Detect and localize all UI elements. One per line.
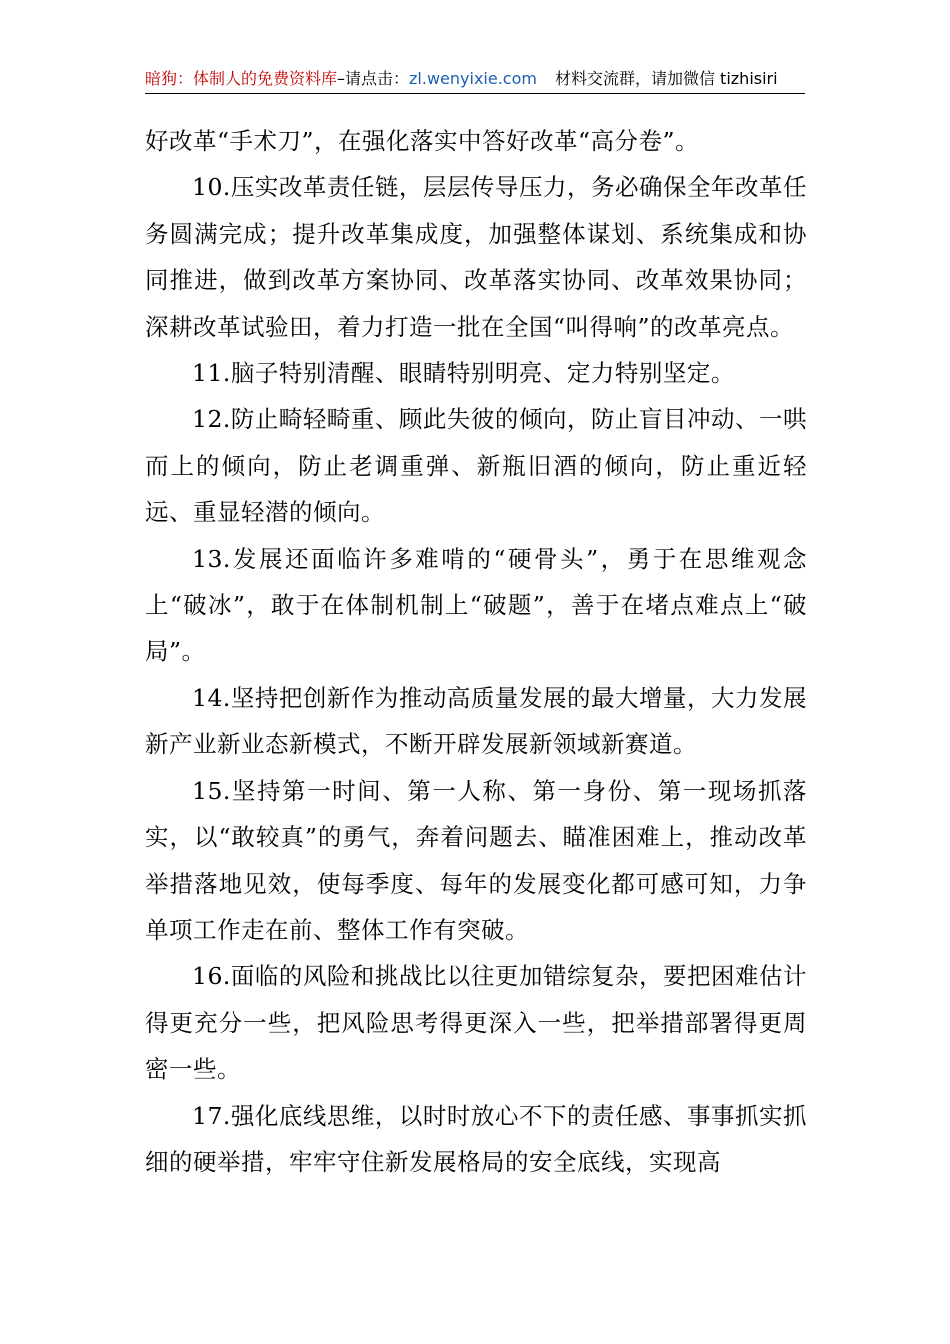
paragraph-14: 14.坚持把创新作为推动高质量发展的最大增量，大力发展新产业新业态新模式，不断开辟发展新领域新赛道。 xyxy=(145,683,807,759)
paragraph-16: 16.面临的风险和挑战比以往更加错综复杂，要把困难估计得更充分一些，把风险思考得更深入一些，把举措部署得更周密一些。 xyxy=(145,962,807,1084)
group-note: 材料交流群，请加微信 tizhisiri xyxy=(554,69,778,88)
paragraph-15: 15.坚持第一时间、第一人称、第一身份、第一现场抓落实，以“敢较真”的勇气，奔着问题去、瞄准困难上，推动改革举措落地见效，使每季度、每年的发展变化都可感可知，力争单项工作走在前、整体工作有突破。 xyxy=(145,776,807,944)
paragraph-continuation: 好改革“手术刀”，在强化落实中答好改革“高分卷”。 xyxy=(145,127,700,155)
site-name: 暗狗：体制人的免费资料库 xyxy=(145,69,338,88)
click-prompt: –请点击： xyxy=(337,69,410,88)
paragraph-10: 10.压实改革责任链，层层传导压力，务必确保全年改革任务圆满完成；提升改革集成度，加强整体谋划、系统集成和协同推进，做到改革方案协同、改革落实协同、改革效果协同；深耕改革试验田，着力打造一批在全国“叫得响”的改革亮点。 xyxy=(145,173,807,341)
paragraph-12: 12.防止畸轻畸重、顾此失彼的倾向，防止盲目冲动、一哄而上的倾向，防止老调重弹、新瓶旧酒的倾向，防止重近轻远、重显轻潜的倾向。 xyxy=(145,405,807,527)
paragraph-11: 11.脑子特别清醒、眼睛特别明亮、定力特别坚定。 xyxy=(192,359,735,388)
site-link[interactable]: zl.wenyixie.com xyxy=(409,69,537,88)
document-body xyxy=(145,118,807,1185)
header-divider xyxy=(145,93,805,94)
paragraph-13: 13.发展还面临许多难啃的“硬骨头”，勇于在思维观念上“破冰”，敢于在体制机制上“破题”，善于在堵点难点上“破局”。 xyxy=(145,544,807,666)
paragraph-17: 17.强化底线思维，以时时放心不下的责任感、事事抓实抓细的硬举措，牢牢守住新发展格局的安全底线，实现高 xyxy=(145,1101,807,1176)
page-header xyxy=(145,64,805,94)
